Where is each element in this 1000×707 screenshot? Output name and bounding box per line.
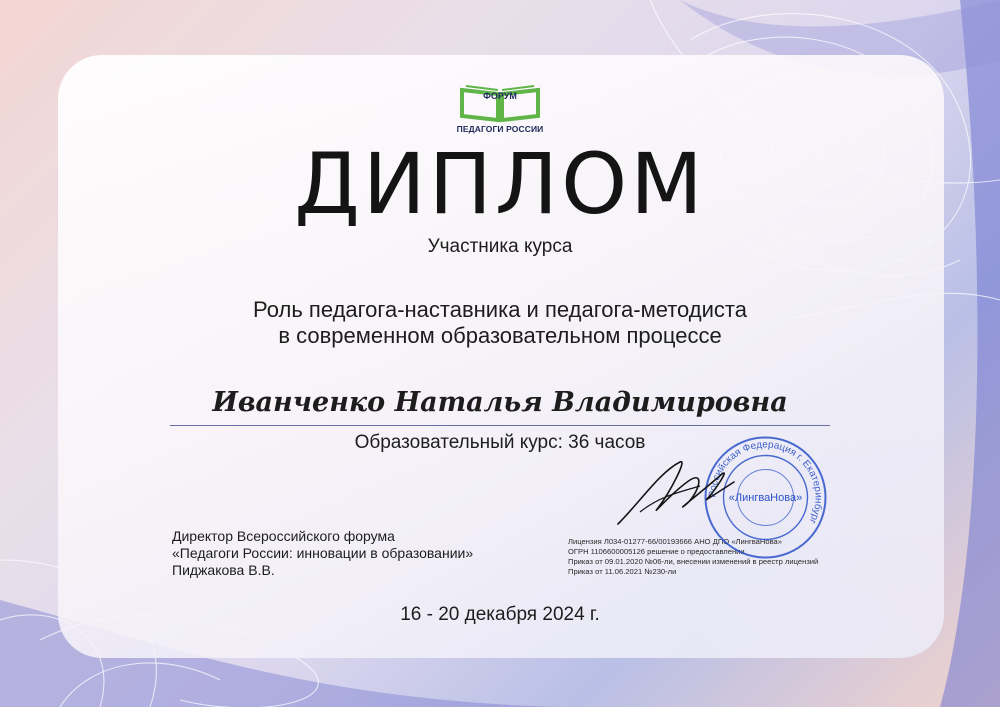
director-line-2: «Педагоги России: инновации в образовании»: [172, 545, 474, 561]
logo-top-text: ФОРУМ: [483, 91, 517, 101]
diploma-title: ДИПЛОМ: [294, 135, 706, 233]
signature: [610, 452, 740, 532]
forum-logo: [452, 80, 548, 138]
director-name: Пиджакова В.В.: [172, 562, 275, 578]
director-block: [172, 528, 473, 579]
course-title-line-1: Роль педагога-наставника и педагога-методиста: [253, 297, 747, 322]
license-line-1: Лицензия Л034-01277-66/00193666 АНО ДПО «ЛингваНова»: [568, 537, 783, 546]
course-hours: Образовательный курс: 36 часов: [354, 432, 646, 453]
course-title: [0, 297, 1000, 350]
license-line-2: ОГРН 1106600005126 решение о предоставлении: [568, 547, 745, 556]
logo-bottom-text: ПЕДАГОГИ РОССИИ: [456, 124, 544, 134]
recipient-name: Иванченко Наталья Владимировна: [212, 387, 788, 418]
stamp-center-text: «ЛингваНова»: [728, 492, 803, 504]
license-line-4: Приказ от 11.06.2021 №230-ли: [568, 567, 677, 576]
course-title-line-2: в современном образовательном процессе: [278, 323, 722, 349]
stamp-ring-text: Российская Федерация г. Екатеринбург: [707, 439, 824, 526]
name-underline: [170, 425, 830, 426]
book-icon: [452, 80, 548, 124]
director-line-1: Директор Всероссийского форума: [172, 528, 395, 544]
diploma-subtitle: Участника курса: [427, 236, 573, 257]
course-dates: 16 - 20 декабря 2024 г.: [400, 604, 600, 625]
license-line-3: Приказ от 09.01.2020 №06-ли, внесении изменений в реестр лицензий: [568, 557, 819, 566]
